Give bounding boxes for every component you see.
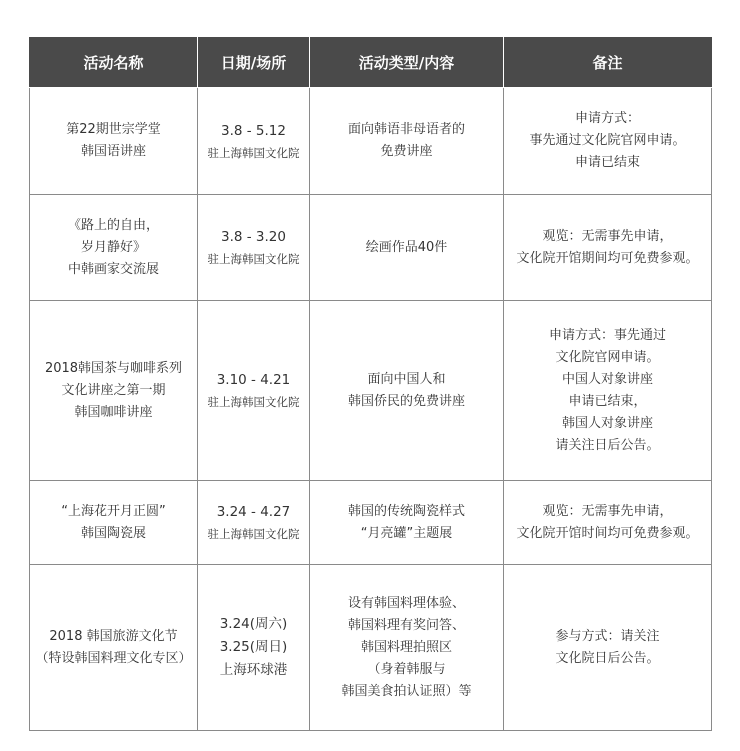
content-cell: 韩国的传统陶瓷样式 “月亮罐”主题展 xyxy=(310,481,504,565)
content-cell: 绘画作品40件 xyxy=(310,195,504,301)
table-row xyxy=(30,301,712,481)
header-row xyxy=(30,38,712,88)
header-remarks: 备注 xyxy=(504,38,712,88)
remarks-cell: 参与方式：请关注 文化院日后公告。 xyxy=(504,565,712,731)
remarks-cell: 观览：无需事先申请， 文化院开馆期间均可免费参观。 xyxy=(504,195,712,301)
header-activity-name: 活动名称 xyxy=(30,38,198,88)
content-cell: 面向中国人和 韩国侨民的免费讲座 xyxy=(310,301,504,481)
remarks-cell: 观览：无需事先申请， 文化院开馆时间均可免费参观。 xyxy=(504,481,712,565)
activity-name-cell: 第22期世宗学堂 韩国语讲座 xyxy=(30,88,198,195)
activity-name-cell: 2018韩国茶与咖啡系列 文化讲座之第一期 韩国咖啡讲座 xyxy=(30,301,198,481)
remarks-cell: 申请方式： 事先通过文化院官网申请。 申请已结束 xyxy=(504,88,712,195)
table-row xyxy=(30,195,712,301)
table-row xyxy=(30,565,712,731)
activity-name-cell: “上海花开月正圆” 韩国陶瓷展 xyxy=(30,481,198,565)
content-cell: 面向韩语非母语者的 免费讲座 xyxy=(310,88,504,195)
date-venue-cell: 3.8 - 3.20 驻上海韩国文化院 xyxy=(198,195,310,301)
content-cell: 设有韩国料理体验、 韩国料理有奖问答、 韩国料理拍照区 （身着韩服与 韩国美食拍认证照）等 xyxy=(310,565,504,731)
date-venue-cell: 3.24 - 4.27 驻上海韩国文化院 xyxy=(198,481,310,565)
activity-name-cell: 2018 韩国旅游文化节 （特设韩国料理文化专区） xyxy=(30,565,198,731)
date-venue-cell: 3.10 - 4.21 驻上海韩国文化院 xyxy=(198,301,310,481)
header-date-venue: 日期/场所 xyxy=(198,38,310,88)
table-row xyxy=(30,481,712,565)
remarks-cell: 申请方式：事先通过 文化院官网申请。 中国人对象讲座 申请已结束， 韩国人对象讲座 请关注日后公告。 xyxy=(504,301,712,481)
table-row xyxy=(30,88,712,195)
date-venue-cell: 3.8 - 5.12 驻上海韩国文化院 xyxy=(198,88,310,195)
activity-name-cell: 《路上的自由， 岁月静好》 中韩画家交流展 xyxy=(30,195,198,301)
header-type-content: 活动类型/内容 xyxy=(310,38,504,88)
date-venue-cell: 3.24(周六) 3.25(周日) 上海环球港 xyxy=(198,565,310,731)
events-table xyxy=(29,37,712,731)
